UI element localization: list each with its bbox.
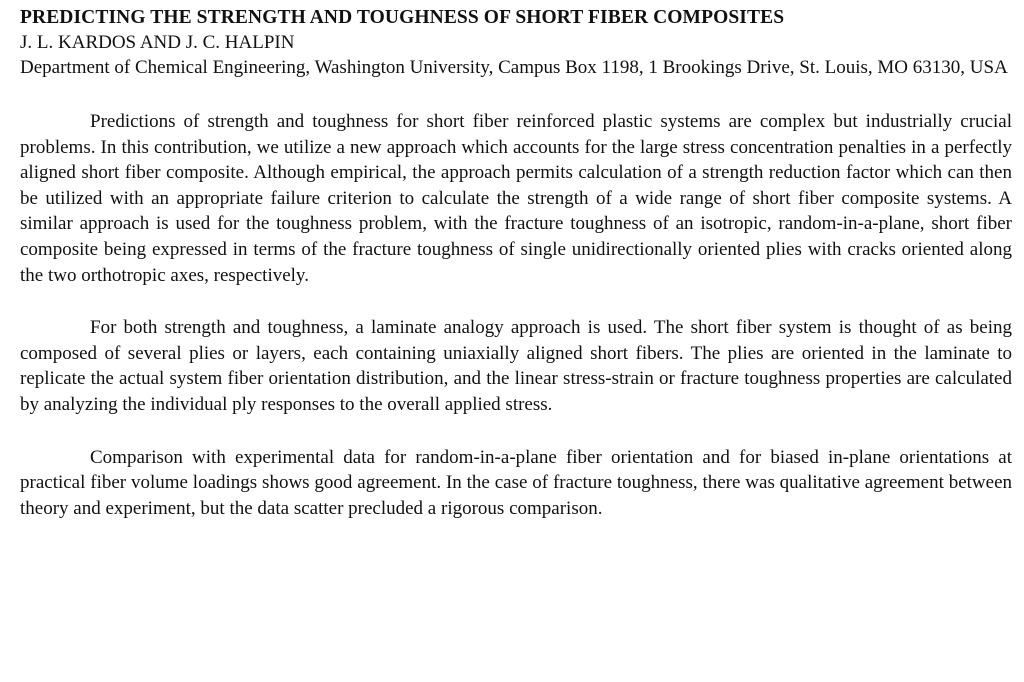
- paper-authors: J. L. KARDOS AND J. C. HALPIN: [20, 32, 295, 53]
- abstract-paragraph-3: Comparison with experimental data for random-in-a-plane fiber orientation and for biased in-plane orientations at practical fiber volume loadings shows good agreement. In the case of fracture toughness, there was qualitative agreement between theory and experiment, but the data scatter precluded a rigorous comparison.: [20, 446, 1012, 519]
- paper-affiliation: Department of Chemical Engineering, Washington University, Campus Box 1198, 1 Brookings Drive, St. Louis, MO 63130, USA: [20, 57, 1008, 78]
- paper-title: PREDICTING THE STRENGTH AND TOUGHNESS OF SHORT FIBER COMPOSITES: [20, 7, 785, 28]
- abstract-paragraph-2: For both strength and toughness, a laminate analogy approach is used. The short fiber system is thought of as being composed of several plies or layers, each containing uniaxially aligned short fibers. The plies are oriented in the laminate to replicate the actual system fiber orientation distribution, and the linear stress-strain or fracture toughness properties are calculated by analyzing the individual ply responses to the overall applied stress.: [20, 317, 1012, 415]
- abstract-body: [20, 109, 1012, 521]
- paper-page: [20, 6, 1012, 521]
- abstract-paragraph-1: Predictions of strength and toughness for short fiber reinforced plastic systems are complex but industrially crucial problems. In this contribution, we utilize a new approach which accounts for the large stress concentration penalties in a perfectly aligned short fiber composite. Although empirical, the approach permits calculation of a strength reduction factor which can then be utilized with an appropriate failure criterion to calculate the strength of a wide range of short fiber composite systems. A similar approach is used for the toughness problem, with the fracture toughness of an isotropic, random-in-a-plane, short fiber composite being expressed in terms of the fracture toughness of single unidirectionally oriented plies with cracks oriented along the two orthotropic axes, respectively.: [20, 111, 1012, 286]
